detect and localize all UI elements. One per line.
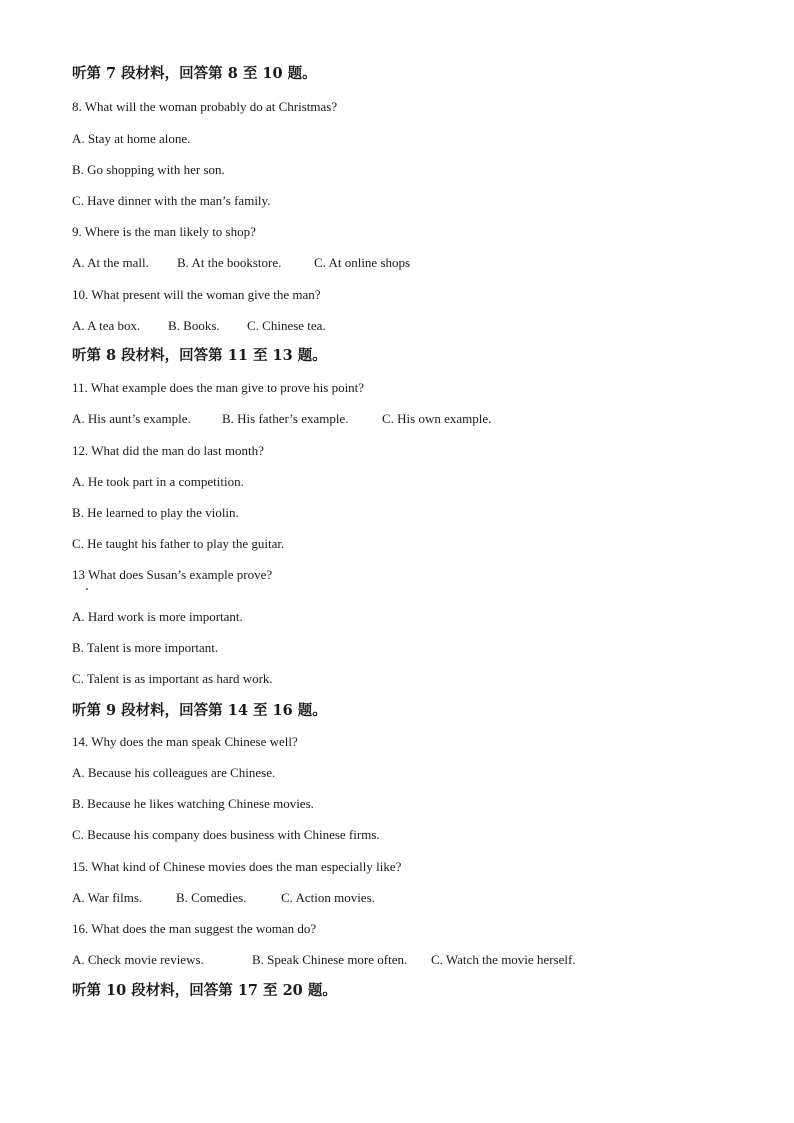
- option-13c: C. Talent is as important as hard work.: [72, 671, 273, 686]
- option-15c: C. Action movies.: [281, 890, 375, 905]
- stray-dot: [86, 588, 88, 590]
- question-16: 16. What does the man suggest the woman do?: [72, 921, 317, 936]
- option-11c: C. His own example.: [382, 411, 492, 426]
- option-14b: B. Because he likes watching Chinese movies.: [72, 796, 314, 811]
- option-16b: B. Speak Chinese more often.: [252, 952, 408, 967]
- option-14a: A. Because his colleagues are Chinese.: [72, 765, 276, 780]
- section-heading-9: 听第 9 段材料，回答第 14 至 16 题。: [72, 702, 327, 719]
- option-11b: B. His father’s example.: [222, 411, 349, 426]
- options-15: [72, 890, 375, 906]
- option-15b: B. Comedies.: [176, 890, 247, 905]
- question-11: 11. What example does the man give to prove his point?: [72, 380, 365, 395]
- option-16a: A. Check movie reviews.: [72, 952, 204, 967]
- option-9c: C. At online shops: [314, 255, 411, 270]
- option-10a: A. A tea box.: [72, 318, 141, 333]
- option-10b: B. Books.: [168, 318, 220, 333]
- question-9: 9. Where is the man likely to shop?: [72, 224, 256, 239]
- option-9a: A. At the mall.: [72, 255, 149, 270]
- section-heading-7: 听第 7 段材料，回答第 8 至 10 题。: [72, 65, 317, 82]
- option-13a: A. Hard work is more important.: [72, 609, 243, 624]
- options-16: [72, 952, 576, 968]
- option-8c: C. Have dinner with the man’s family.: [72, 193, 271, 208]
- option-16c: C. Watch the movie herself.: [431, 952, 576, 967]
- question-8: 8. What will the woman probably do at Christmas?: [72, 99, 338, 114]
- option-11a: A. His aunt’s example.: [72, 411, 191, 426]
- option-10c: C. Chinese tea.: [247, 318, 326, 333]
- option-12b: B. He learned to play the violin.: [72, 505, 239, 520]
- options-10: [72, 318, 326, 334]
- question-12: 12. What did the man do last month?: [72, 443, 264, 458]
- option-12c: C. He taught his father to play the guitar.: [72, 536, 285, 551]
- option-13b: B. Talent is more important.: [72, 640, 219, 655]
- section-heading-10: 听第 10 段材料，回答第 17 至 20 题。: [72, 982, 337, 999]
- option-9b: B. At the bookstore.: [177, 255, 282, 270]
- section-heading-8: 听第 8 段材料，回答第 11 至 13 题。: [72, 347, 327, 364]
- option-8a: A. Stay at home alone.: [72, 131, 191, 146]
- option-15a: A. War films.: [72, 890, 143, 905]
- option-8b: B. Go shopping with her son.: [72, 162, 225, 177]
- option-14c: C. Because his company does business with Chinese firms.: [72, 827, 380, 842]
- question-10: 10. What present will the woman give the man?: [72, 287, 321, 302]
- options-9: [72, 255, 410, 271]
- question-15: 15. What kind of Chinese movies does the man especially like?: [72, 859, 402, 874]
- question-13: 13 What does Susan’s example prove?: [72, 567, 273, 582]
- question-14: 14. Why does the man speak Chinese well?: [72, 734, 298, 749]
- options-11: [72, 411, 491, 427]
- option-12a: A. He took part in a competition.: [72, 474, 244, 489]
